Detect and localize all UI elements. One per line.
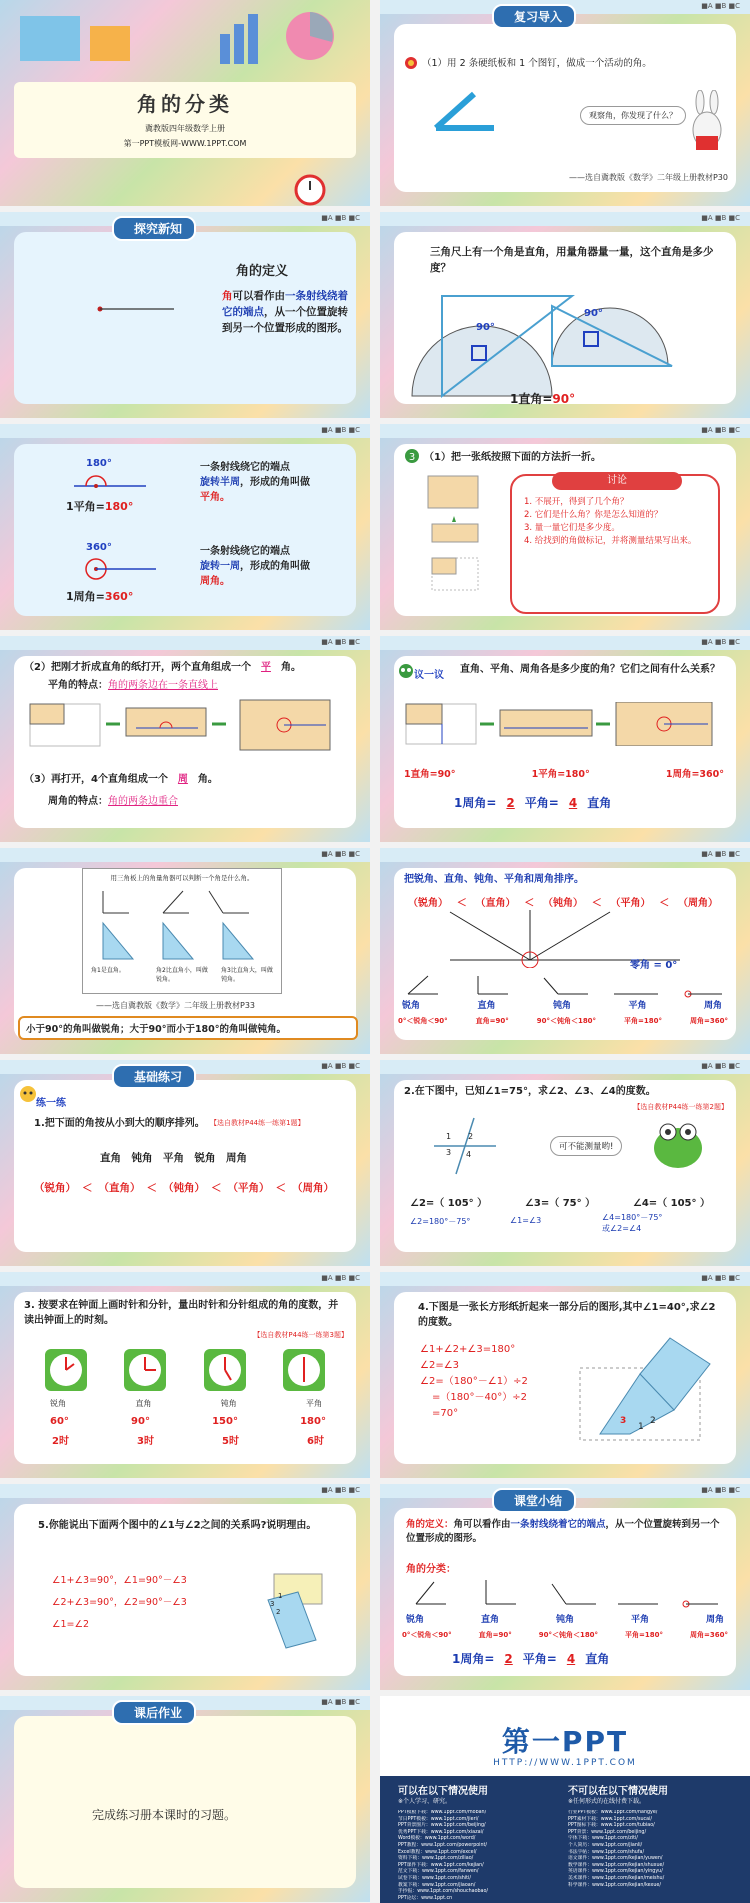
angle-type-row [50, 1398, 322, 1409]
slide-marker: ■A ■B ■C [321, 1062, 360, 1070]
slide-review [380, 0, 750, 206]
resource-link[interactable]: PPT背景图片：www.1ppt.com/beijing/ [398, 1823, 486, 1829]
source-ref: 【选自教材P44练一练第2题】 [633, 1103, 728, 1111]
slide-header [0, 1484, 370, 1498]
answer-2: ∠2=（ 105° ） [410, 1198, 488, 1209]
clock-icon [282, 1348, 326, 1392]
degree-row [50, 1416, 326, 1427]
order-sign: ＜ [456, 898, 467, 909]
definition-text: 角可以看作由一条射线绕着它的端点，从一个位置旋转到另一个位置形成的图形。 [222, 290, 348, 334]
resource-link[interactable]: 美术课件：www.1ppt.com/kejian/meishu/ [568, 1875, 665, 1881]
resource-link[interactable]: 书法字帖：www.1ppt.com/shufa/ [568, 1849, 645, 1855]
angle-type: 钝角 [220, 1399, 237, 1408]
slide-header [380, 1272, 750, 1286]
degree-value: 150° [212, 1416, 238, 1427]
slide-marker: ■A ■B ■C [321, 214, 360, 222]
definition-box: 小于90°的角叫做锐角；大于90°而小于180°的角叫做钝角。 [18, 1016, 358, 1040]
solution-line: =70° [432, 1408, 459, 1419]
slide-marker: ■A ■B ■C [701, 214, 740, 222]
order-item: （锐角） [34, 1182, 76, 1194]
relation: 1周角= 2 平角= 4 直角 [454, 796, 612, 810]
order-item: （钝角） [543, 898, 583, 909]
brand-url: HTTP://WWW.1PPT.COM [493, 1758, 637, 1768]
straight-result: 1平角=180° [66, 500, 134, 513]
slide-header [380, 636, 750, 650]
full-angle-icon [80, 556, 160, 582]
slide-marker: ■A ■B ■C [701, 1486, 740, 1494]
owl-icon [398, 662, 414, 680]
link-list [398, 1810, 738, 1900]
angle-name: 钝角 [555, 1615, 574, 1625]
note-3: 角3比直角大，叫做钝角。 [221, 967, 273, 983]
angle-ranges [402, 1630, 728, 1640]
resource-link[interactable]: 节日PPT模板：www.1ppt.com/jieri/ [398, 1816, 479, 1822]
angle-name: 钝角 [552, 1001, 571, 1011]
resource-link[interactable]: Word模板：www.1ppt.com/word/ [398, 1836, 476, 1842]
feature-3: 周角的特点：角的两条边重合 [48, 796, 178, 807]
angle-shapes-icon [404, 974, 724, 998]
question-text: 2.在下图中，已知∠1=75°，求∠2、∠3、∠4的度数。 [404, 1086, 656, 1097]
medal-icon [404, 56, 418, 70]
slide-marker: ■A ■B ■C [321, 1698, 360, 1706]
instruction: 把锐角、直角、钝角、平角和周角排序。 [404, 874, 584, 885]
angle-label-2: 2 [468, 1132, 474, 1141]
rabbit-mascot-icon [684, 90, 730, 160]
order-item: （周角） [292, 1182, 334, 1194]
order-sign: ＜ [82, 1182, 93, 1194]
order-item: （锐角） [408, 898, 448, 909]
angle-label-3: 3 [270, 1600, 275, 1608]
zero-angle: 零角 = 0° [630, 960, 678, 971]
slide-marker: ■A ■B ■C [701, 426, 740, 434]
angle-shapes-icon [412, 1578, 722, 1608]
slide-body [14, 1716, 356, 1888]
work-4 [602, 1212, 662, 1234]
slide-title [0, 0, 370, 206]
slide-marker: ■A ■B ■C [701, 2, 740, 10]
slide-header [380, 424, 750, 438]
angle-name: 锐角 [406, 1615, 425, 1625]
resource-link[interactable]: PPT模板下载：www.1ppt.com/moban/ [398, 1810, 487, 1815]
resource-link[interactable]: PPT教程：www.1ppt.com/powerpoint/ [398, 1842, 488, 1848]
angle-name: 周角 [703, 1001, 722, 1011]
question-text: 直角、平角、周角各是多少度的角？它们之间有什么关系？ [460, 664, 720, 675]
question-text: 1.把下面的角按从小到大的顺序排列。 [34, 1118, 205, 1129]
slide-header [0, 1272, 370, 1286]
order-sign: ＜ [275, 1182, 286, 1194]
solution-line: ∠2+∠3=90°，∠2=90°－∠3 [52, 1597, 187, 1608]
angle-ranges [398, 1016, 728, 1026]
angle-range: 周角=360° [690, 1017, 728, 1025]
angle-name: 锐角 [402, 1001, 421, 1011]
resource-link[interactable]: 数学课件：www.1ppt.com/kejian/shuxue/ [568, 1862, 665, 1868]
conversion-row [404, 766, 724, 780]
slide-discuss [380, 636, 750, 842]
straight-degree: 180° [86, 458, 112, 469]
slide-marker: ■A ■B ■C [701, 1062, 740, 1070]
slide-header [380, 848, 750, 862]
slide-marker: ■A ■B ■C [321, 850, 360, 858]
angle-name: 平角 [630, 1615, 649, 1625]
solution-line: =（180°－40°）÷2 [432, 1392, 527, 1403]
slide-practice-5 [0, 1484, 370, 1690]
answer-4: ∠4=（ 105° ） [632, 1198, 710, 1209]
angle-names [406, 1614, 724, 1626]
work-3: ∠1=∠3 [510, 1216, 542, 1225]
solution-steps [52, 1570, 187, 1636]
figure-caption: 用三角板上的角量角器可以判断一个角是什么角。 [110, 874, 254, 882]
triangle-ruler-icon [93, 883, 273, 963]
slide-summary [380, 1484, 750, 1690]
question-2: （2）把刚才折成直角的纸打开，两个直角组成一个 平 角。 [24, 662, 301, 673]
source-ref: 【选自教材P44练一练第3题】 [253, 1331, 348, 1339]
forbidden-title: 不可以在以下情况使用 [568, 1786, 668, 1797]
discussion-list [524, 496, 714, 548]
slide-credits [380, 1696, 750, 1903]
license-panel [380, 1776, 750, 1903]
speech-bubble: 观察角，你发现了什么？ [580, 106, 686, 125]
order-item: （直角） [475, 898, 516, 909]
slide-practice-3 [0, 1272, 370, 1478]
clock-icon [123, 1348, 167, 1392]
allowed-text: ※个人学习、研究。 [398, 1798, 452, 1805]
discussion-item: 2. 它们是什么角？你是怎么知道的？ [524, 510, 663, 520]
resource-link[interactable]: 教案下载：www.1ppt.com/jiaoan/ [398, 1882, 476, 1888]
source-note: ——选自冀教版《数学》二年级上册教材P33 [96, 1001, 256, 1010]
question-3: （3）再打开，4个直角组成一个 周 角。 [24, 774, 218, 785]
order-item: （周角） [678, 898, 718, 909]
forbidden-text: ※任何形式的在线付费下载。 [568, 1798, 646, 1805]
work-4a: ∠4=180°－75° [602, 1213, 663, 1222]
tag-label: 议一议 [414, 670, 444, 681]
discussion-item: 4. 给找到的角做标记，并将测量结果写出来。 [524, 536, 697, 546]
resource-link[interactable]: PPT课件下载：www.1ppt.com/kejian/ [398, 1862, 484, 1868]
degree-value: 90° [131, 1416, 150, 1427]
section-badge: 课后作业 [112, 1700, 196, 1725]
answer-row [410, 1194, 710, 1209]
time-value: 6时 [307, 1436, 324, 1447]
school-decor-icon [20, 6, 350, 66]
solution-line: ∠2=（180°－∠1）÷2 [420, 1376, 528, 1387]
full-result: 1周角=360° [66, 590, 134, 603]
slide-unfold [0, 636, 370, 842]
resource-link[interactable]: 资料下载：www.1ppt.com/ziliao/ [398, 1856, 474, 1862]
step-number-icon [404, 448, 420, 464]
slide-header [380, 1060, 750, 1074]
site-label: 第一PPT模板网-WWW.1PPT.COM [123, 139, 247, 148]
resource-link[interactable]: 优秀PPT下载：www.1ppt.com/xiazai/ [398, 1829, 484, 1835]
resource-link[interactable]: 科学课件：www.1ppt.com/kejian/kexue/ [568, 1882, 661, 1888]
angle-names [402, 1000, 722, 1012]
angle-label-3: 3 [446, 1148, 452, 1157]
angle-name: 周角 [705, 1615, 724, 1625]
fold-steps-icon [424, 472, 484, 612]
slide-straight-full [0, 424, 370, 630]
order-item: （平角） [227, 1182, 270, 1194]
angle-label-2: 2 [276, 1608, 281, 1616]
solution-line: ∠1+∠2+∠3=180° [420, 1344, 516, 1355]
question-text: （1）把一张纸按照下面的方法折一折。 [424, 452, 601, 463]
order-sign: ＜ [659, 898, 670, 909]
slide-marker: ■A ■B ■C [701, 638, 740, 646]
angle-range: 直角=90° [478, 1631, 512, 1639]
folded-paper-icon [570, 1334, 720, 1444]
angle-range: 平角=180° [624, 1017, 663, 1025]
source-ref: 【选自教材P44练一练第1题】 [210, 1119, 305, 1127]
slide-acute-obtuse [0, 848, 370, 1054]
order-row [408, 894, 718, 909]
section-badge: 基础练习 [112, 1064, 196, 1089]
intersecting-lines-icon [430, 1116, 500, 1176]
question-text: 3. 按要求在钟面上画时针和分针，量出时针和分针组成的角的度数，并读出钟面上的时刻。 [24, 1300, 339, 1326]
angle-range: 90°＜钝角＜180° [538, 1631, 599, 1639]
section-badge: 课堂小结 [492, 1488, 576, 1513]
answer: 1直角=90° [510, 392, 576, 406]
resource-link[interactable]: 英语课件：www.1ppt.com/kejian/yingyu/ [568, 1869, 663, 1875]
work-4b: 或∠2=∠4 [602, 1224, 642, 1233]
textbook-figure [82, 868, 282, 994]
straight-angle-icon [70, 470, 150, 494]
section-badge: 探究新知 [112, 216, 196, 241]
full-angle-value: 1周角=360° [665, 769, 724, 780]
slide-fold [380, 424, 750, 630]
order-sign: ＜ [524, 898, 535, 909]
angle-label-1: 1 [446, 1132, 452, 1141]
angle-range: 直角=90° [475, 1017, 509, 1025]
section-badge: 复习导入 [492, 4, 576, 29]
order-sign: ＜ [591, 898, 602, 909]
angle-type: 平角 [305, 1399, 322, 1408]
slide-protractor [380, 212, 750, 418]
slide-header [0, 424, 370, 438]
feature-2: 平角的特点：角的两条边在一条直线上 [48, 680, 218, 691]
question-text: 4.下图是一张长方形纸折起来一部分后的图形,其中∠1=40°,求∠2的度数。 [418, 1302, 716, 1328]
angle-label-1: 1 [638, 1422, 644, 1432]
time-value: 5时 [222, 1436, 239, 1447]
question-text: 5.你能说出下面两个图中的∠1与∠2之间的关系吗?说明理由。 [38, 1520, 317, 1531]
resource-link[interactable]: Excel教程：www.1ppt.com/excel/ [398, 1849, 477, 1855]
order-item: （钝角） [163, 1182, 205, 1194]
resource-link[interactable]: 字体下载：www.1ppt.com/ziti/ [568, 1836, 638, 1842]
title-card [14, 82, 356, 158]
slide-marker: ■A ■B ■C [321, 1274, 360, 1282]
time-value: 3时 [137, 1436, 154, 1447]
order-item: （平角） [610, 898, 651, 909]
discussion-title: 讨论 [552, 472, 682, 490]
angle-label-3: 3 [620, 1416, 627, 1426]
angle-label-4: 4 [466, 1150, 472, 1159]
pencil-mascot-icon [18, 1084, 38, 1104]
resource-link[interactable]: 手抄报：www.1ppt.com/shouchaobao/ [398, 1889, 489, 1895]
slide-ordering [380, 848, 750, 1054]
section-heading: 角的定义 [236, 264, 289, 279]
angle-type: 锐角 [50, 1399, 66, 1408]
solution-steps [420, 1342, 528, 1422]
discussion-item: 3. 量一量它们是多少度。 [524, 523, 620, 533]
brand-logo: 第一PPT [501, 1725, 629, 1758]
protractor-icon [402, 256, 732, 406]
full-degree: 360° [86, 542, 112, 553]
order-sign: ＜ [146, 1182, 157, 1194]
degree-value: 60° [50, 1416, 69, 1427]
slide-practice-2 [380, 1060, 750, 1266]
slide-homework [0, 1696, 370, 1902]
relation: 1周角= 2 平角= 4 直角 [452, 1652, 610, 1666]
speech-bubble: 可不能测量哟! [550, 1136, 622, 1156]
angle-label-1: 1 [278, 1592, 283, 1600]
resource-link[interactable]: 试卷下载：www.1ppt.com/shiti/ [398, 1875, 471, 1881]
angle-range: 0°＜锐角＜90° [398, 1017, 448, 1025]
frog-mascot-icon [648, 1116, 708, 1172]
resource-link[interactable]: 个人简历：www.1ppt.com/jianli/ [568, 1842, 643, 1848]
angle-mark-2: 90° [584, 308, 603, 319]
full-definition: 一条射线绕它的端点 旋转一周，形成的角叫做 周角。 [200, 546, 310, 587]
svg-text:3: 3 [408, 452, 416, 463]
angle-papers-icon [404, 702, 734, 746]
angle-range: 周角=360° [690, 1631, 728, 1639]
unfold-diagram-icon [26, 698, 356, 754]
angle-name: 直角 [480, 1615, 499, 1625]
tag-label: 练一练 [36, 1098, 66, 1109]
rotated-rectangle-icon [258, 1570, 328, 1650]
ray-icon [96, 304, 176, 314]
resource-link[interactable]: 范文下载：www.1ppt.com/fanwen/ [398, 1869, 479, 1875]
movable-angle-icon [430, 84, 500, 134]
note-1: 角1是直角。 [91, 967, 125, 974]
angle-type: 直角 [135, 1399, 152, 1408]
slide-marker: ■A ■B ■C [321, 1486, 360, 1494]
discussion-item: 1. 不展开，得到了几个角？ [524, 497, 629, 507]
order-item: （直角） [98, 1182, 141, 1194]
resource-link[interactable]: PPT论坛：www.1ppt.cn [398, 1895, 453, 1900]
note-2: 角2比直角小，叫做锐角。 [156, 967, 208, 983]
straight-angle-value: 1平角=180° [531, 769, 590, 780]
definition-text: 角的定义：角可以看作由一条射线绕着它的端点，从一个位置旋转到另一个位置形成的图形。 [406, 1519, 720, 1544]
angle-name: 直角 [477, 1001, 496, 1011]
resource-link[interactable]: 行业PPT模板：www.1ppt.com/hangye/ [568, 1810, 658, 1815]
work-2: ∠2=180°－75° [410, 1217, 471, 1226]
allowed-title: 可以在以下情况使用 [398, 1786, 488, 1797]
slide-marker: ■A ■B ■C [321, 426, 360, 434]
solution-line: ∠1=∠2 [52, 1619, 90, 1630]
resource-link[interactable]: PPT背景：www.1ppt.com/beijing/ [568, 1829, 647, 1835]
angle-name: 平角 [628, 1001, 647, 1011]
resource-link[interactable]: 语文课件：www.1ppt.com/kejian/yuwen/ [568, 1856, 663, 1862]
question-text: 三角尺上有一个角是直角，用量角器量一量，这个直角是多少度？ [430, 244, 720, 276]
alarm-clock-icon [290, 170, 330, 206]
angle-mark-1: 90° [476, 322, 495, 333]
slide-header [380, 212, 750, 226]
figure-notes [91, 965, 277, 983]
angle-list: 直角 钝角 平角 锐角 周角 [100, 1152, 247, 1164]
angle-range: 0°＜锐角＜90° [402, 1631, 452, 1639]
slide-header [0, 636, 370, 650]
clocks-row [44, 1348, 326, 1392]
angle-range: 90°＜钝角＜180° [536, 1017, 597, 1025]
resource-link[interactable]: PPT图标下载：www.1ppt.com/tubiao/ [568, 1823, 655, 1829]
answer-3: ∠3=（ 75° ） [524, 1198, 596, 1209]
solution-line: ∠1+∠3=90°，∠1=90°－∠3 [52, 1575, 187, 1586]
slide-marker: ■A ■B ■C [701, 850, 740, 858]
right-angle-value: 1直角=90° [404, 769, 456, 780]
order-row [34, 1180, 334, 1195]
discussion-box [510, 474, 720, 614]
straight-definition: 一条射线绕它的端点 旋转半周，形成的角叫做 平角。 [200, 462, 310, 503]
angle-range: 平角=180° [625, 1631, 664, 1639]
slide-marker: ■A ■B ■C [321, 638, 360, 646]
clock-icon [203, 1348, 247, 1392]
resource-link[interactable]: PPT素材下载：www.1ppt.com/sucai/ [568, 1816, 653, 1822]
slide-practice-1 [0, 1060, 370, 1266]
order-sign: ＜ [211, 1182, 222, 1194]
degree-value: 180° [300, 1416, 326, 1427]
clock-icon [44, 1348, 88, 1392]
homework-task: 完成练习册本课时的习题。 [92, 1808, 237, 1822]
slide-definition [0, 212, 370, 418]
subtitle: 冀教版四年级数学上册 [145, 124, 225, 133]
source-note: ——选自冀教版《数学》二年级上册教材P30 [568, 173, 728, 182]
slide-marker: ■A ■B ■C [701, 1274, 740, 1282]
time-value: 2时 [52, 1436, 69, 1447]
solution-line: ∠2=∠3 [420, 1360, 460, 1371]
angle-label-2: 2 [650, 1416, 656, 1426]
slide-practice-4 [380, 1272, 750, 1478]
page-title: 角的分类 [137, 92, 233, 116]
classification-label: 角的分类： [406, 1564, 456, 1575]
question-text: （1）用 2 条硬纸板和 1 个图钉，做成一个活动的角。 [422, 58, 652, 69]
time-row [52, 1432, 324, 1447]
slide-header [0, 848, 370, 862]
